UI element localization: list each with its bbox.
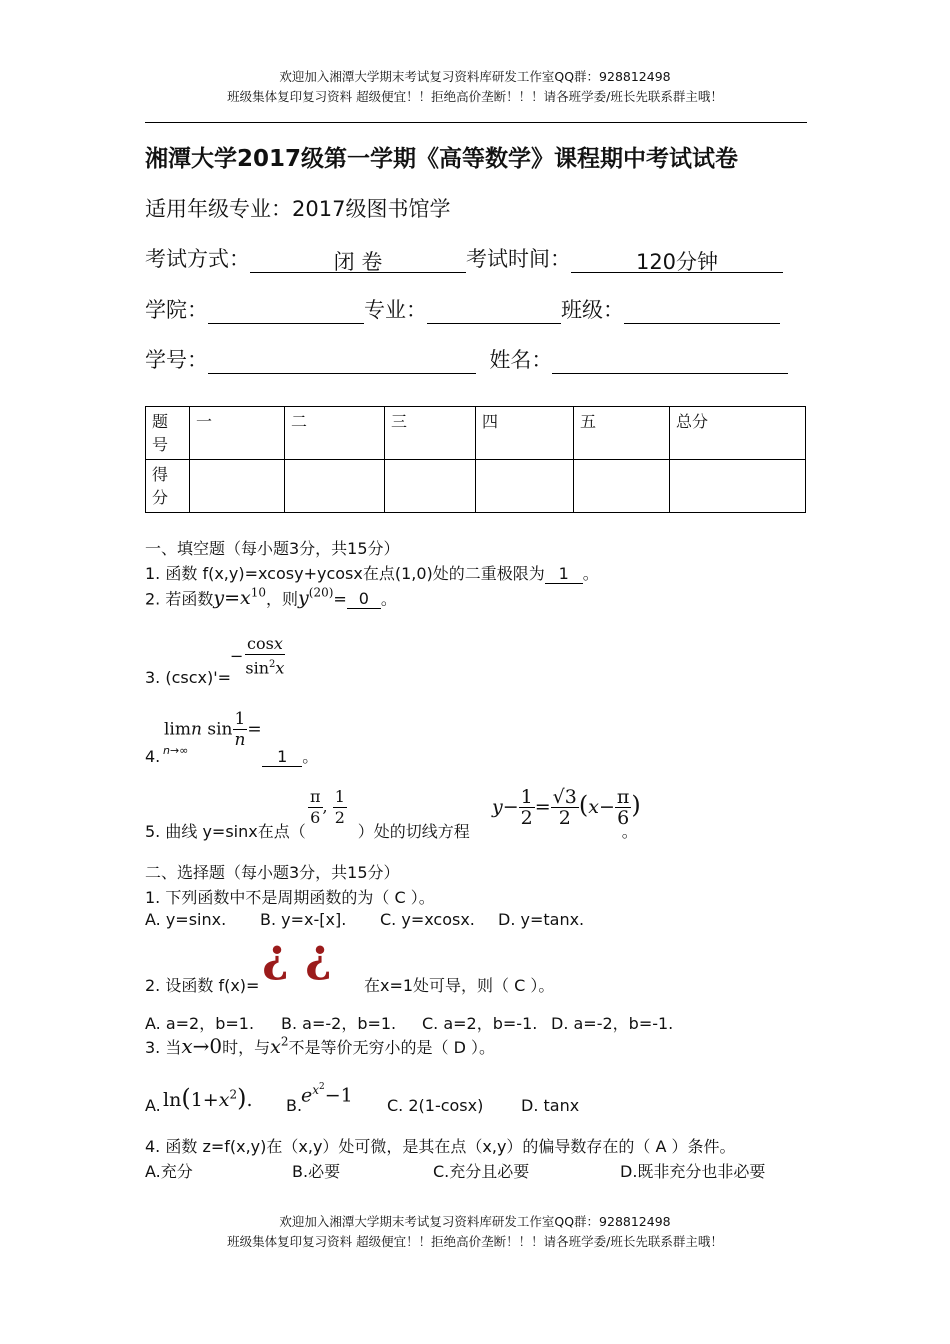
score-input-q5[interactable] bbox=[574, 460, 670, 513]
s1-q2-answer: 0 bbox=[347, 589, 381, 609]
footer-line-1: 欢迎加入湘潭大学期末考试复习资料库研发工作室QQ群：928812498 bbox=[279, 1214, 671, 1229]
exam-title: 湘潭大学2017级第一学期《高等数学》课程期中考试试卷 bbox=[145, 146, 739, 172]
header-line-2: 班级集体复印复习资料 超级便宜！！拒绝高价垄断！！！请各班学委/班长先联系群主哦！ bbox=[227, 89, 723, 104]
score-cell-q3: 三 bbox=[385, 407, 476, 460]
s2-q2-suffix: 在x=1处可导，则（ C ）。 bbox=[364, 976, 555, 995]
score-cell-total: 总分 bbox=[670, 407, 806, 460]
s1-q4-prefix: 4. bbox=[145, 747, 161, 766]
score-input-q1[interactable] bbox=[190, 460, 285, 513]
s2-q3-mid: 时，与 bbox=[222, 1038, 271, 1057]
section1-title: 一、填空题（每小题3分，共15分） bbox=[145, 539, 400, 558]
score-cell-label: 题号 bbox=[146, 407, 190, 460]
s2-q1: 1. 下列函数中不是周期函数的为（ C ）。 bbox=[145, 888, 435, 907]
s2-q2-glyphs: ¿ ¿ bbox=[262, 928, 332, 982]
s2-q1-option-b: B. y=x-[x]. bbox=[260, 910, 347, 929]
major-field[interactable] bbox=[427, 297, 561, 324]
s2-q4-option-c: C.充分且必要 bbox=[433, 1162, 530, 1181]
s2-q3 bbox=[145, 1034, 495, 1058]
s1-q2-mid: ，则 bbox=[266, 589, 299, 609]
name-field[interactable] bbox=[552, 347, 788, 374]
s2-q4: 4. 函数 z=f(x,y)在（x,y）处可微，是其在点（x,y）的偏导数存在的（ A ）条件。 bbox=[145, 1137, 736, 1156]
s1-q4-formula: limn sin $\frac{1}{n}$ = bbox=[164, 709, 262, 750]
section2-title: 二、选择题（每小题3分，共15分） bbox=[145, 863, 400, 882]
s2-q1-option-c: C. y=xcosx. bbox=[380, 910, 475, 929]
grade-major: 适用年级专业：2017级图书馆学 bbox=[145, 197, 451, 221]
s2-q3-option-a-label: A. bbox=[145, 1096, 161, 1115]
s1-q1-text: 1. 函数 f(x,y)=xcosy+ycosx在点(1,0)处的二重极限为 bbox=[145, 564, 545, 583]
s1-q2-formula-2: $y^{(20)}$ bbox=[298, 586, 334, 610]
s1-q5-prefix: 5. 曲线 y=sinx在点（ bbox=[145, 822, 306, 841]
s2-q3-option-b-label: B. bbox=[286, 1096, 303, 1115]
s1-q5 bbox=[145, 819, 638, 842]
s2-q1-option-d: D. y=tanx. bbox=[498, 910, 585, 929]
s1-q5-point: $\frac{\pi}{6}$ , $\frac{1}{2}$ bbox=[310, 787, 345, 827]
score-row-label: 得分 bbox=[146, 460, 190, 513]
s1-q5-mid: ）处的切线方程 bbox=[357, 822, 470, 841]
s2-q2-option-b: B. a=-2，b=1. bbox=[281, 1014, 397, 1033]
s1-q5-end: 。 bbox=[621, 822, 638, 841]
s2-q3-x2: $x^2$ bbox=[270, 1034, 289, 1058]
footer-line-2: 班级集体复印复习资料 超级便宜！！拒绝高价垄断！！！请各班学委/班长先联系群主哦！ bbox=[227, 1234, 723, 1249]
s1-q4-end: 。 bbox=[302, 747, 319, 766]
score-cell-q5: 五 bbox=[574, 407, 670, 460]
s1-q2 bbox=[145, 586, 397, 609]
exam-mode-row bbox=[145, 243, 783, 273]
score-input-q3[interactable] bbox=[385, 460, 476, 513]
score-table bbox=[145, 406, 806, 513]
college-row bbox=[145, 294, 780, 324]
s2-q3-option-a-formula: $\ln(1+x^2)$. bbox=[163, 1084, 253, 1112]
s1-q2-prefix: 2. 若函数 bbox=[145, 589, 214, 609]
s1-q1 bbox=[145, 561, 599, 584]
s2-q4-option-d: D.既非充分也非必要 bbox=[620, 1162, 766, 1181]
s1-q1-answer: 1 bbox=[545, 564, 583, 584]
student-id-field[interactable] bbox=[208, 347, 476, 374]
s1-q3-formula: − $\frac{\cos x}{\sin^2x}$ bbox=[230, 634, 285, 678]
exam-time-value: 120分钟 bbox=[571, 246, 783, 273]
header-line-1: 欢迎加入湘潭大学期末考试复习资料库研发工作室QQ群：928812498 bbox=[279, 69, 671, 84]
s2-q3-option-b-formula: $e^{x^2}-1$ bbox=[301, 1082, 353, 1107]
s2-q2-option-d: D. a=-2，b=-1. bbox=[551, 1014, 674, 1033]
s2-q4-option-a: A.充分 bbox=[145, 1162, 193, 1181]
name-label: 姓名： bbox=[489, 348, 553, 372]
exam-mode-label: 考试方式： bbox=[145, 247, 250, 271]
s2-q2-option-c: C. a=2，b=-1. bbox=[422, 1014, 538, 1033]
exam-time-label: 考试时间： bbox=[466, 247, 571, 271]
score-cell-q2: 二 bbox=[285, 407, 385, 460]
class-label: 班级： bbox=[561, 298, 624, 322]
s1-q4-answer: 1 bbox=[262, 747, 302, 767]
s1-q2-eq: = bbox=[333, 589, 347, 609]
score-cell-q1: 一 bbox=[190, 407, 285, 460]
score-input-total[interactable] bbox=[670, 460, 806, 513]
major-label: 专业： bbox=[364, 298, 427, 322]
header-rule bbox=[145, 122, 807, 123]
s1-q1-end: 。 bbox=[582, 564, 599, 583]
s2-q3-limit: x→0 bbox=[181, 1034, 223, 1058]
s1-q4-subscript: n→∞ bbox=[163, 744, 189, 757]
s1-q2-formula-1: $y=x^{10}$ bbox=[213, 586, 267, 610]
s2-q2-option-a: A. a=2，b=1. bbox=[145, 1014, 255, 1033]
s1-q4 bbox=[145, 744, 318, 767]
s2-q1-option-a: A. y=sinx. bbox=[145, 910, 227, 929]
s1-q2-end: 。 bbox=[380, 589, 397, 609]
s2-q3-prefix: 3. 当 bbox=[145, 1038, 182, 1057]
s2-q4-option-b: B.必要 bbox=[292, 1162, 341, 1181]
s2-q3-suffix: 不是等价无穷小的是（ D ）。 bbox=[288, 1038, 496, 1057]
score-table-score-row bbox=[146, 460, 806, 513]
score-table-header-row bbox=[146, 407, 806, 460]
student-id-label: 学号： bbox=[145, 348, 208, 372]
s1-q5-tangent-formula: y− $\frac{1}{2}$ = $\frac{√3}{2}$ (x− $\frac{\pi}{6}$ ) bbox=[492, 786, 641, 829]
s1-q3-prefix: 3. (cscx)'= bbox=[145, 668, 232, 687]
score-cell-q4: 四 bbox=[476, 407, 574, 460]
college-field[interactable] bbox=[208, 297, 364, 324]
score-input-q2[interactable] bbox=[285, 460, 385, 513]
class-field[interactable] bbox=[624, 297, 780, 324]
s2-q3-option-c: C. 2(1-cosx) bbox=[387, 1096, 484, 1115]
s2-q2-prefix: 2. 设函数 f(x)= bbox=[145, 976, 260, 995]
college-label: 学院： bbox=[145, 298, 208, 322]
s2-q3-option-d: D. tanx bbox=[521, 1096, 580, 1115]
score-input-q4[interactable] bbox=[476, 460, 574, 513]
exam-mode-value: 闭 卷 bbox=[250, 246, 466, 273]
id-row bbox=[145, 344, 788, 374]
